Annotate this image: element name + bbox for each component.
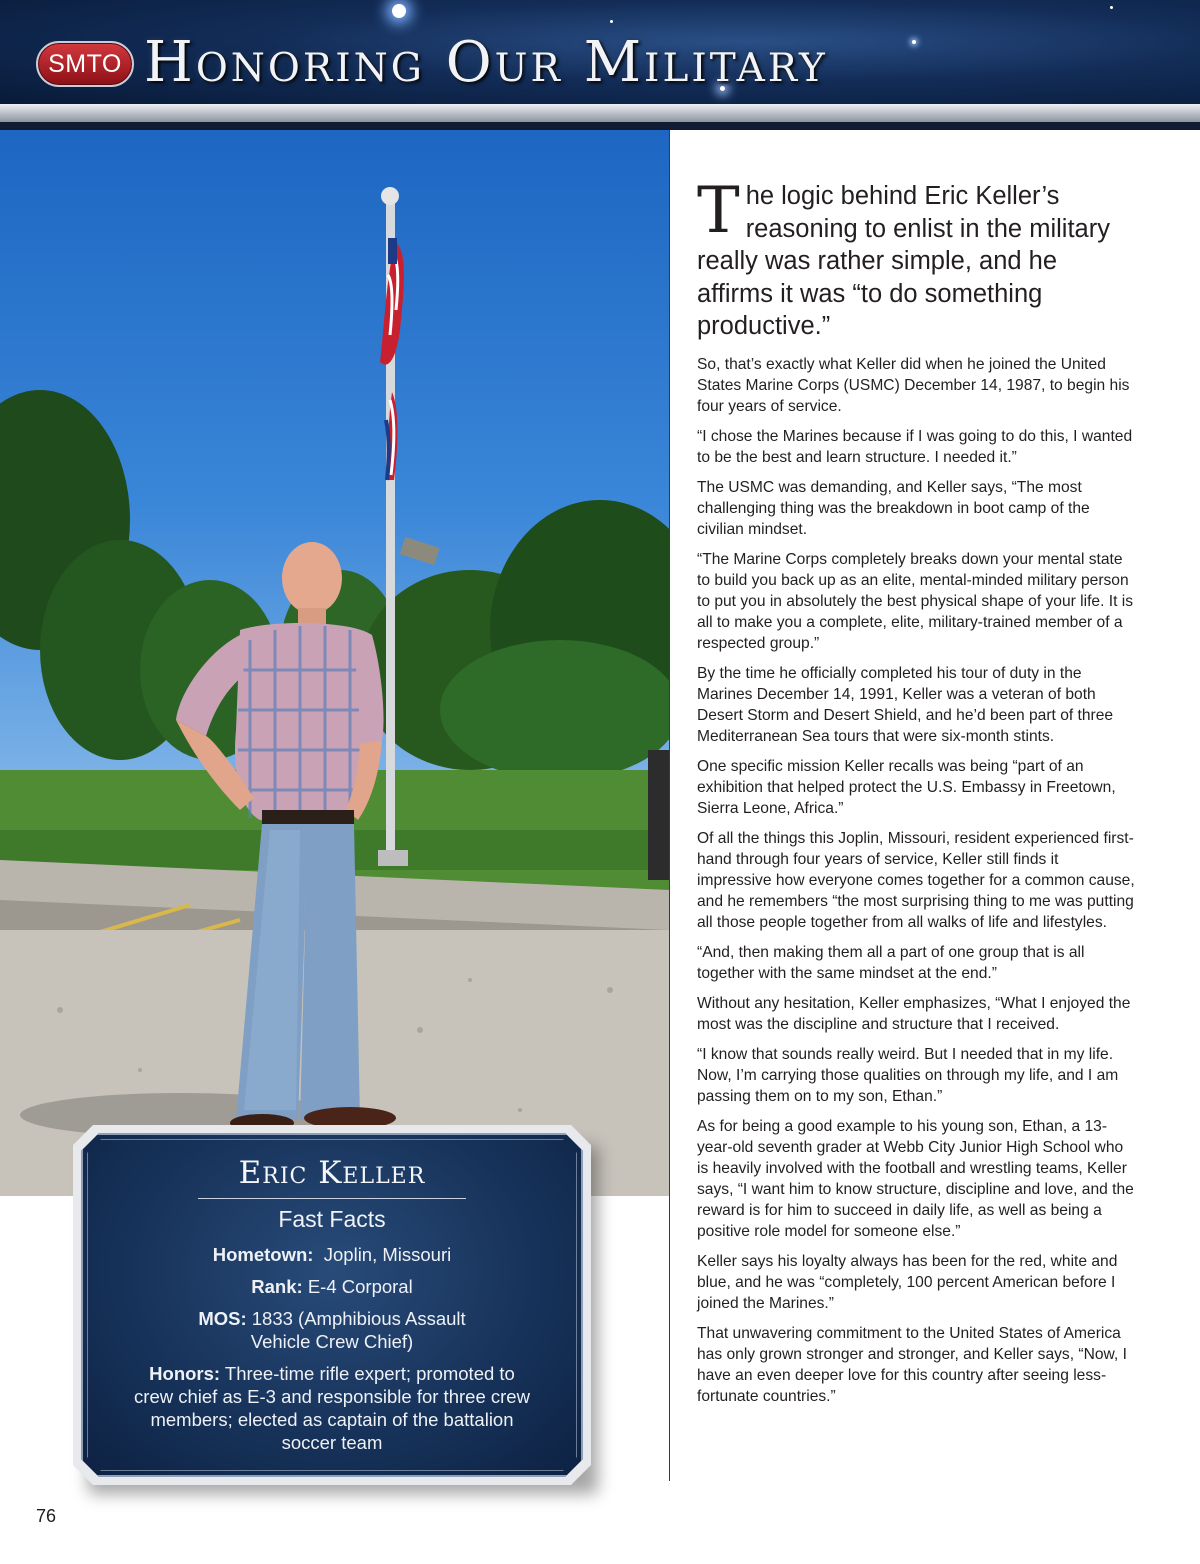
fact-rank-label: Rank: [251, 1276, 303, 1297]
fact-hometown-label: Hometown: [212, 1244, 314, 1265]
article-paragraph: “I know that sounds really weird. But I needed that in my life. Now, I’m carrying those qualities on through my life, and I am passing them on to my son, Ethan.” [697, 1045, 1119, 1105]
fact-honors [81, 1362, 583, 1454]
fact-mos-value: 1833 (Amphibious Assault Vehicle Crew Chief) [250, 1308, 466, 1352]
article-paragraph: “And, then making them all a part of one group that is all together with the same mindset at the end.” [697, 943, 1085, 982]
facts-name: Eric Keller [238, 1155, 426, 1191]
page-number: 76 [36, 1506, 57, 1526]
photo-illustration [0, 130, 669, 1196]
facts-subtitle: Fast Facts [278, 1206, 386, 1232]
facts-divider [198, 1198, 466, 1199]
section-title: Honoring Our Military [144, 30, 828, 95]
article-body [697, 174, 1137, 1407]
fact-honors-label: Honors: [149, 1363, 221, 1384]
article-paragraph: Of all the things this Joplin, Missouri, resident experienced first-hand through four years of service, Keller still finds it impressive how everyone comes together for a common cause, and he remembers “the most surprising thing to me was putting all those people together from all walks of life and lifestyles. [697, 829, 1135, 931]
article-lede [697, 174, 1137, 343]
article-paragraph: One specific mission Keller recalls was being “part of an exhibition that helped protect the U.S. Embassy in Freetown, Sierra Leone, Africa.” [697, 757, 1116, 817]
lede-text: he logic behind Eric Keller’s reasoning to enlist in the military really was rather simple, and he affirms it was “to do something productive.” [697, 182, 1110, 340]
star-decoration [912, 40, 916, 44]
star-decoration [1110, 6, 1113, 9]
star-decoration [392, 4, 406, 18]
fact-rank [81, 1275, 583, 1298]
fact-hometown-value: Joplin, Missouri [323, 1244, 452, 1265]
article-paragraph: The USMC was demanding, and Keller says, “The most challenging thing was the breakdown in boot camp of the civilian mindset. [697, 478, 1090, 538]
article-paragraph: So, that’s exactly what Keller did when he joined the United States Marine Corps (USMC) December 14, 1987, to begin his four years of service. [697, 355, 1130, 415]
header-navy-stripe [0, 122, 1200, 130]
smto-badge: SMTO [36, 41, 134, 87]
article-paragraph: That unwavering commitment to the United States of America has only grown stronger and stronger, and Keller says, “Now, I have an even deeper love for this country after seeing less-fortunate countries.” [697, 1324, 1127, 1405]
fact-honors-value: Three-time rifle expert; promoted to crew chief as E-3 and responsible for three crew members; elected as captain of the battalion soccer team [134, 1363, 530, 1453]
us-flag [380, 238, 404, 365]
article-paragraph: “I chose the Marines because if I was going to do this, I wanted to be the best and learn structure. I needed it.” [697, 427, 1133, 466]
fact-mos-label: MOS: [198, 1308, 247, 1329]
profile-photo [0, 130, 669, 1196]
fast-facts-content [81, 1133, 583, 1454]
fact-hometown [81, 1243, 583, 1266]
article-paragraph: Without any hesitation, Keller emphasizes, “What I enjoyed the most was the discipline and structure that I received. [697, 994, 1131, 1033]
star-decoration [610, 20, 613, 23]
header-silver-stripe [0, 104, 1200, 122]
fact-rank-value: E-4 Corporal [307, 1276, 413, 1297]
article-paragraph: By the time he officially completed his tour of duty in the Marines December 14, 1991, Keller was a veteran of both Desert Storm and Desert Shield, and he’d been part of three Mediterranean Sea tours that were six-month stints. [697, 664, 1114, 745]
header-banner [0, 0, 1200, 104]
article-paragraph: Keller says his loyalty always has been for the red, white and blue, and he was “completely, 100 percent American before I joined the Marines.” [697, 1252, 1118, 1312]
column-divider [669, 130, 670, 1481]
fact-mos [81, 1307, 583, 1353]
article-paragraph: “The Marine Corps completely breaks down your mental state to build you back up as an elite, mental-minded military person to put you in absolutely the best physical shape of your life. It is all to make you a complete, elite, military-trained member of a respected group.” [697, 550, 1134, 652]
drop-cap: T [697, 174, 740, 248]
article-paragraph: As for being a good example to his young son, Ethan, a 13-year-old seventh grader at Webb City Junior High School who is heavily involved with the football and wrestling teams, Keller says, “I want him to know structure, discipline and love, and the reward is for him to succeed in daily life, as well as being a positive role model for someone else.” [697, 1117, 1134, 1240]
